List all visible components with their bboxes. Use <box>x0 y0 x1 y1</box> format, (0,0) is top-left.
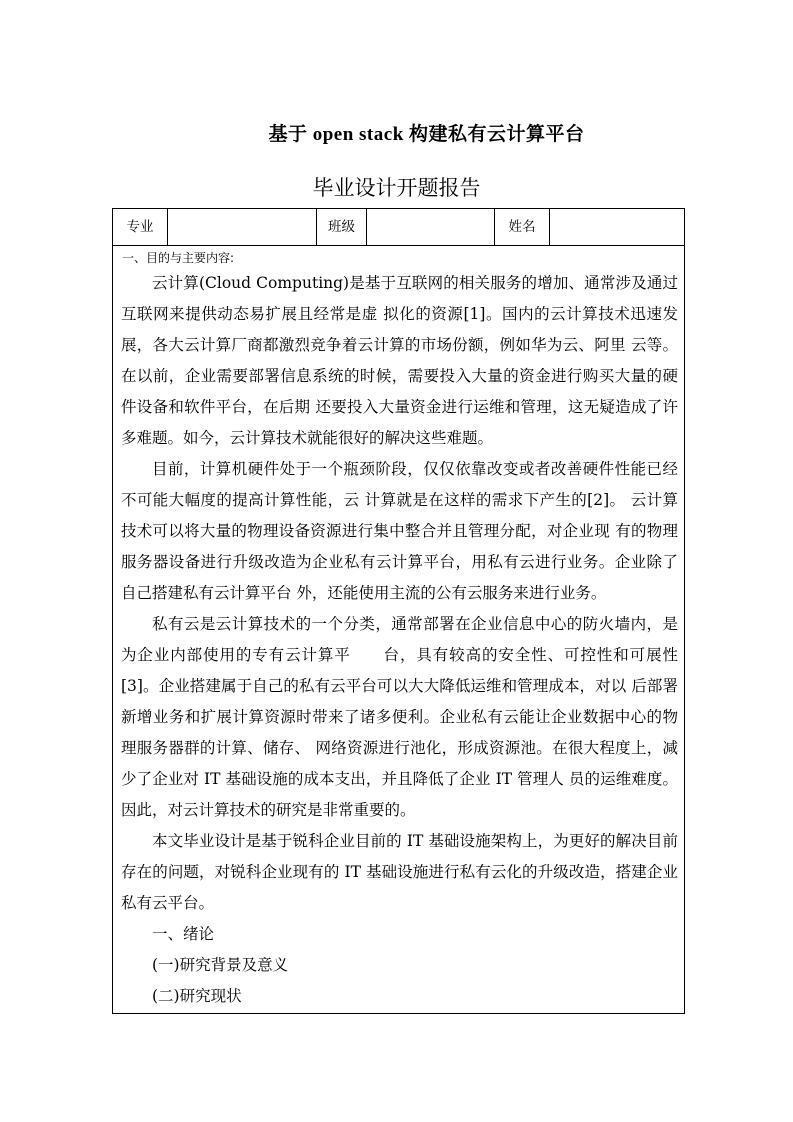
class-field[interactable] <box>367 209 495 245</box>
paragraph: 云计算(Cloud Computing)是基于互联网的相关服务的增加、通常涉及通过互联网来提供动态易扩展且经常是虚 拟化的资源[1]。国内的云计算技术迅速发展，各大云计算厂商都激烈竞争着云计算的市场份额，例如华为云、阿里 云等。在以前，企业需要部署信息系统的时候，需要投入大量的资金进行购买大量的硬件设备和软件平台，在后期 还要投入大量资金进行运维和管理，这无疑造成了许多难题。如今，云计算技术就能很好的解决这些难题。 <box>121 274 678 447</box>
paragraph: 目前，计算机硬件处于一个瓶颈阶段，仅仅依靠改变或者改善硬件性能已经不可能大幅度的提高计算性能，云 计算就是在这样的需求下产生的[2]。 云计算技术可以将大量的物理设备资源进行集中整合并且管理分配，对企业现 有的物理服务器设备进行升级改造为企业私有云计算平台，用私有云进行业务。企业除了自己搭建私有云计算平台 外，还能使用主流的公有云服务来进行业务。 <box>121 460 678 602</box>
outline-item: 一、绪论 <box>152 925 215 943</box>
section-heading: 一、目的与主要内容: <box>122 251 235 265</box>
outline-item: (一)研究背景及意义 <box>152 956 289 974</box>
info-row <box>113 209 684 246</box>
paragraph: 本文毕业设计是基于锐科企业目前的 IT 基础设施架构上，为更好的解决目前存在的问题，对锐科企业现有的 IT 基础设施进行私有云化的升级改造，搭建企业私有云平台。 <box>121 832 678 912</box>
body-text <box>121 268 678 1012</box>
major-label: 专业 <box>113 209 168 245</box>
report-form <box>112 208 685 1014</box>
document-title: 基于 open stack 构建私有云计算平台 <box>268 124 585 145</box>
major-field[interactable] <box>168 209 317 245</box>
paragraph: 私有云是云计算技术的一个分类，通常部署在企业信息中心的防火墙内，是为企业内部使用的专有云计算平 台，具有较高的安全性、可控性和可展性[3]。企业搭建属于自己的私有云平台可以大大降低运维和管理成本，对以 后部署新增业务和扩展计算资源时带来了诸多便利。企业私有云能让企业数据中心的物理服务器群的计算、储存、 网络资源进行池化，形成资源池。在很大程度上，减少了企业对 IT 基础设施的成本支出，并且降低了企业 IT 管理人 员的运维难度。因此，对云计算技术的研究是非常重要的。 <box>121 615 678 819</box>
outline-item: (二)研究现状 <box>152 987 242 1005</box>
document-subtitle: 毕业设计开题报告 <box>312 176 481 200</box>
outline-list <box>121 919 678 1012</box>
class-label: 班级 <box>317 209 367 245</box>
name-field[interactable] <box>550 209 686 245</box>
name-label: 姓名 <box>495 209 550 245</box>
